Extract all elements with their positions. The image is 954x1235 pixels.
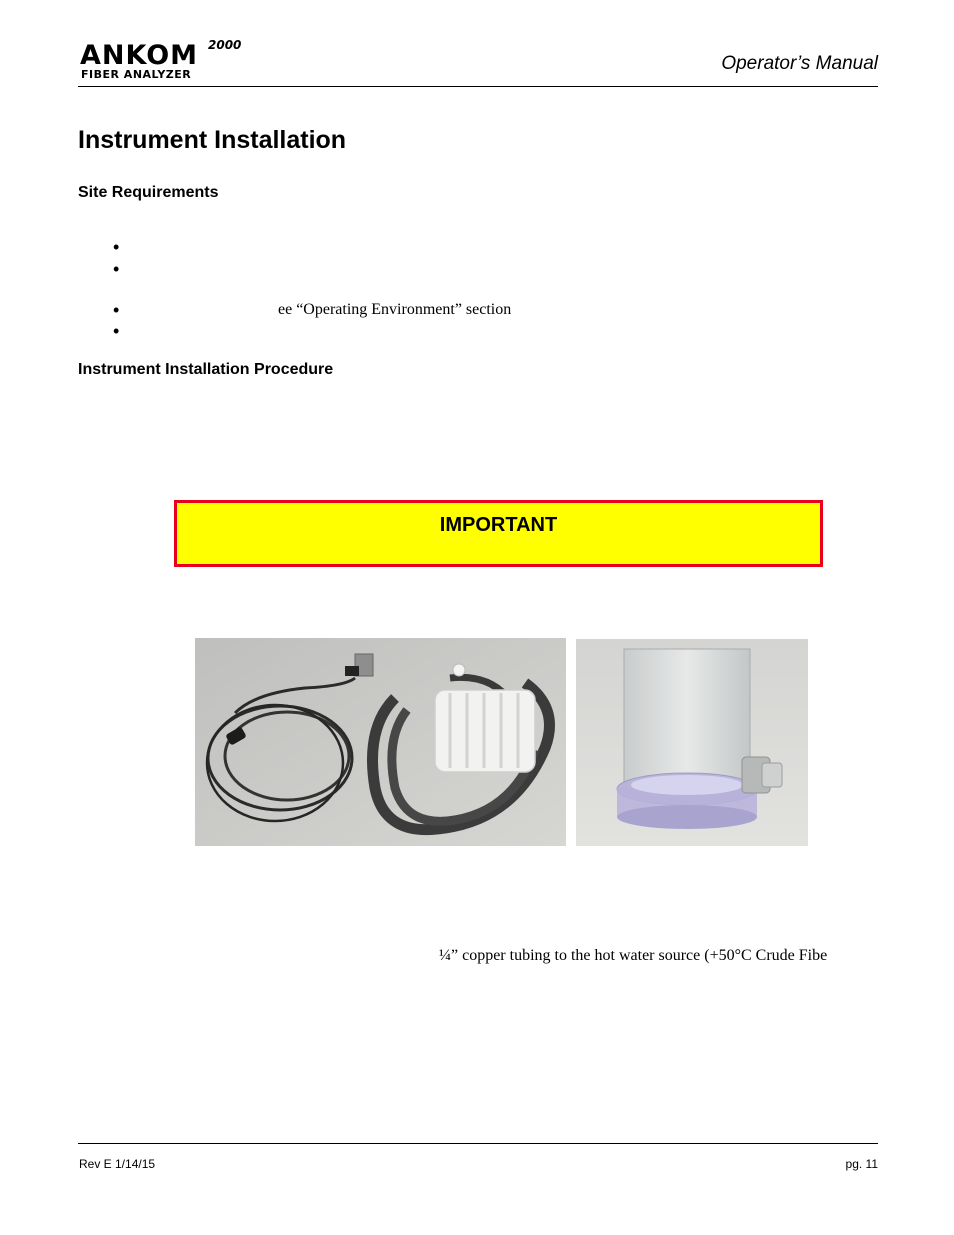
important-callout xyxy=(174,500,823,567)
logo-brand: ANKOM xyxy=(80,40,199,71)
important-label: IMPORTANT xyxy=(439,514,558,536)
bullet-item: • xyxy=(113,321,120,341)
water-reservoir-photo xyxy=(576,639,808,846)
procedure-heading: Instrument Installation Procedure xyxy=(78,361,334,378)
operating-environment-reference: ee “Operating Environment” section xyxy=(278,301,512,318)
logo-superscript: 2000 xyxy=(208,38,242,52)
bullet-item: • xyxy=(113,300,120,320)
section-title: Instrument Installation xyxy=(78,126,347,154)
footer-page-number: pg. 11 xyxy=(845,1157,878,1171)
footer-revision: Rev E 1/14/15 xyxy=(79,1157,156,1171)
header-rule xyxy=(78,86,878,87)
bullet-item: • xyxy=(113,237,120,257)
manual-title: Operator’s Manual xyxy=(721,53,878,74)
copper-tubing-text: ¼” copper tubing to the hot water source (+50°C Crude Fibe xyxy=(439,947,828,964)
ankom-logo xyxy=(80,38,250,84)
bullet-item: • xyxy=(113,259,120,279)
power-cords-hoses-filter-photo xyxy=(195,638,566,846)
site-requirements-heading: Site Requirements xyxy=(78,184,219,201)
logo-subtitle: FIBER ANALYZER xyxy=(81,68,192,81)
footer-rule xyxy=(78,1143,878,1144)
